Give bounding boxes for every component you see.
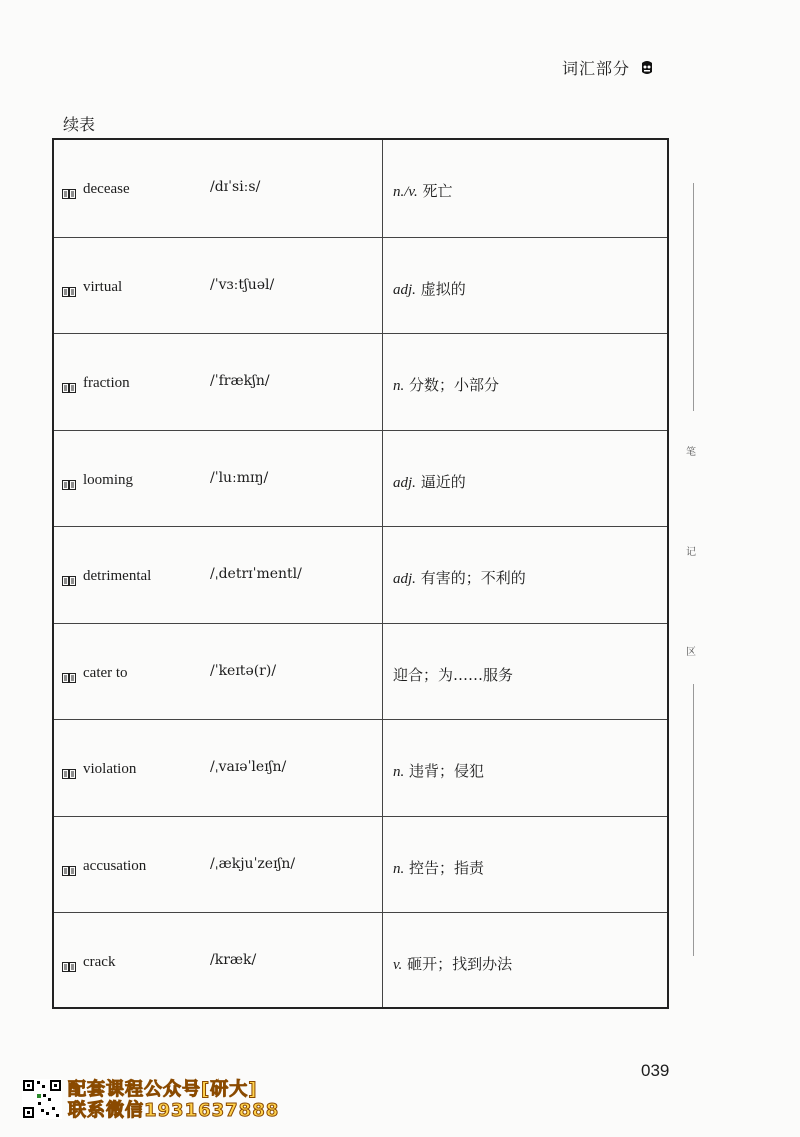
book-icon [62,764,76,774]
vocab-row [54,816,667,913]
part-of-speech: v. [393,957,403,973]
meaning-cell [383,431,667,527]
phonetic: /ˈkeɪtə(r)/ [210,662,277,679]
phonetic: /kræk/ [210,952,257,968]
meaning: 逼近的 [420,472,466,491]
part-of-speech: adj. [393,474,416,491]
book-icon [62,861,76,871]
promo-banner [22,1079,279,1121]
meaning-cell [383,817,667,913]
word-cell [54,817,383,913]
phonetic: /dɪˈsiːs/ [210,179,261,195]
meaning-cell [383,140,667,237]
meaning: 砸开；找到办法 [407,955,513,973]
mascot-icon [640,60,654,76]
word-cell [54,624,383,720]
margin-note-char: 区 [686,647,696,658]
part-of-speech: adj. [393,281,416,298]
phonetic: /ˌækjuˈzeɪʃn/ [210,855,296,872]
word-cell [54,527,383,623]
promo-line-1: 配套课程公众号[研大] [68,1079,258,1100]
book-icon [62,957,76,967]
vocab-row [54,140,667,237]
meaning: 分数；小部分 [409,376,500,394]
phonetic: /ˈvɜːtʃuəl/ [210,276,275,293]
vocab-row [54,719,667,816]
meaning-cell [383,624,667,720]
word-cell [54,431,383,527]
word-cell [54,140,383,237]
meaning: 违背；侵犯 [409,762,485,780]
meaning-cell [383,527,667,623]
word-cell [54,334,383,430]
word-cell [54,238,383,334]
word: cater to [83,664,128,681]
margin-divider-top [693,183,694,411]
vocab-table [52,138,669,1009]
book-icon [62,282,76,292]
phonetic: /ˈfrækʃn/ [210,373,270,389]
qr-code-icon [22,1079,62,1119]
book-icon [62,571,76,581]
promo-line-2: 联系微信1931637888 [68,1100,280,1121]
book-icon [62,668,76,678]
section-title: 词汇部分 [562,59,631,78]
margin-note-char: 笔 [686,447,696,458]
meaning-cell [383,238,667,334]
phonetic: /ˌdetrɪˈmentl/ [210,566,302,582]
margin-divider-bottom [693,684,694,956]
book-icon [62,475,76,485]
part-of-speech: n./v. [393,184,418,200]
meaning: 迎合；为……服务 [393,665,514,684]
vocab-row [54,912,667,1007]
book-icon [62,184,76,194]
word: fraction [83,375,130,391]
word: decease [83,181,130,197]
word: violation [83,761,137,777]
phonetic: /ˈluːmɪŋ/ [210,469,269,486]
vocab-row [54,333,667,430]
vocab-row [54,623,667,720]
word: accusation [83,857,147,874]
meaning-cell [383,334,667,430]
word: crack [83,954,116,970]
word-cell [54,720,383,816]
page-number: 039 [641,1061,670,1080]
margin-note-char: 记 [686,547,696,558]
page-header [562,56,654,79]
word: looming [83,471,134,488]
part-of-speech: n. [393,378,405,394]
part-of-speech: n. [393,860,405,877]
phonetic: /ˌvaɪəˈleɪʃn/ [210,759,287,775]
continued-label: 续表 [63,115,96,134]
meaning-cell [383,720,667,816]
part-of-speech: adj. [393,571,416,587]
meaning: 虚拟的 [420,279,466,298]
word-cell [54,913,383,1007]
vocab-row [54,430,667,527]
part-of-speech: n. [393,764,405,780]
word: detrimental [83,568,152,584]
vocab-row [54,526,667,623]
meaning: 有害的；不利的 [420,569,526,587]
word: virtual [83,278,123,295]
meaning: 控告；指责 [409,858,485,877]
meaning: 死亡 [422,182,453,200]
book-icon [62,378,76,388]
meaning-cell [383,913,667,1007]
vocab-row [54,237,667,334]
